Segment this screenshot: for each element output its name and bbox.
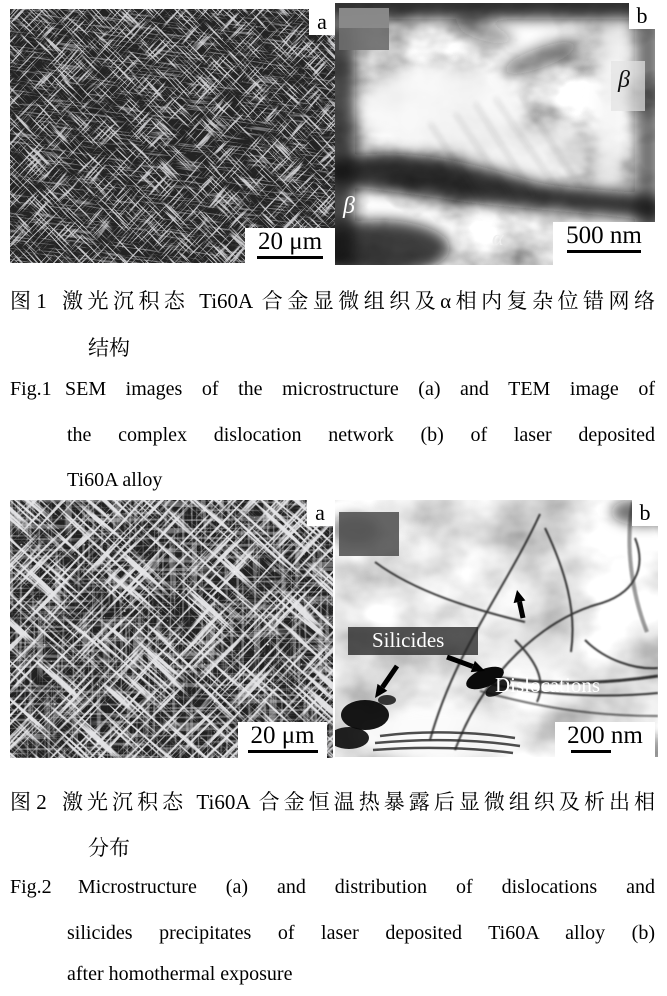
scale-bar-label: 200 nm xyxy=(567,722,643,749)
scale-bar xyxy=(238,722,327,758)
panel-letter-label: b xyxy=(632,500,658,526)
fig1-caption-en-label: Fig.1 xyxy=(10,378,52,400)
scale-bar-line xyxy=(257,256,323,259)
silicides-annotation: Silicides xyxy=(348,627,478,655)
fig1-caption-cn-line1 xyxy=(10,286,655,316)
scale-bar-line xyxy=(248,750,318,753)
scale-bar-label: 20 μm xyxy=(257,228,323,255)
fig2-caption-cn-text: 激光沉积态 Ti60A 合金恒温热暴露后显微组织及析出相 xyxy=(62,790,655,814)
fig1-caption-en-line2: the complex dislocation network (b) of laser deposited xyxy=(67,424,655,446)
panel-letter-label: a xyxy=(307,500,333,526)
fig2-caption-en-line1 xyxy=(10,872,655,902)
fig2-caption-en-label: Fig.2 xyxy=(10,876,52,898)
fig2-caption-en-line3: after homothermal exposure xyxy=(67,963,293,985)
fig2-caption-cn-label: 图 2 xyxy=(10,790,47,814)
fig1-panel-a-sem-micrograph xyxy=(10,9,335,263)
fig2-caption-cn-line2: 分布 xyxy=(88,836,130,860)
fig2-caption-cn-line1 xyxy=(10,787,655,817)
fig1-caption-cn-line2: 结构 xyxy=(88,336,130,360)
scale-bar-line xyxy=(567,250,641,253)
fig1-caption-cn-label: 图 1 xyxy=(10,289,47,313)
fig1-caption-en-line1 xyxy=(10,374,655,404)
fig1-caption-en-line3: Ti60A alloy xyxy=(67,469,163,491)
panel-letter-label: b xyxy=(629,3,655,29)
fig2-caption-en-line2: silicides precipitates of laser deposited Ti60A alloy (b) xyxy=(67,922,655,944)
fig2-panel-b-tem-micrograph xyxy=(335,500,658,757)
fig2-caption-en-text1: Microstructure (a) and distribution of dislocations and xyxy=(78,876,655,898)
scale-bar-label: 20 μm xyxy=(250,722,315,749)
scale-bar xyxy=(245,228,335,263)
scale-bar xyxy=(553,222,655,265)
scale-bar-line xyxy=(571,750,611,753)
fig1-caption-cn-text: 激光沉积态 Ti60A 合金显微组织及α相内复杂位错网络 xyxy=(62,289,655,313)
fig1-panel-b-tem-micrograph xyxy=(335,3,655,265)
fig1-caption-en-text1: SEM images of the microstructure (a) and TEM image of xyxy=(65,378,655,400)
alpha-phase-label: α xyxy=(492,225,504,250)
beta-phase-label-right: β xyxy=(618,67,630,93)
panel-letter-label: a xyxy=(309,9,335,35)
scale-bar xyxy=(555,722,655,757)
scale-bar-label: 500 nm xyxy=(566,222,642,249)
fig2-panel-a-sem-micrograph xyxy=(10,500,333,758)
beta-phase-label-left: β xyxy=(343,193,355,219)
dislocations-annotation: Dislocations xyxy=(495,673,600,697)
sem-texture-coarse xyxy=(10,500,333,758)
sem-texture-fine xyxy=(10,9,335,263)
